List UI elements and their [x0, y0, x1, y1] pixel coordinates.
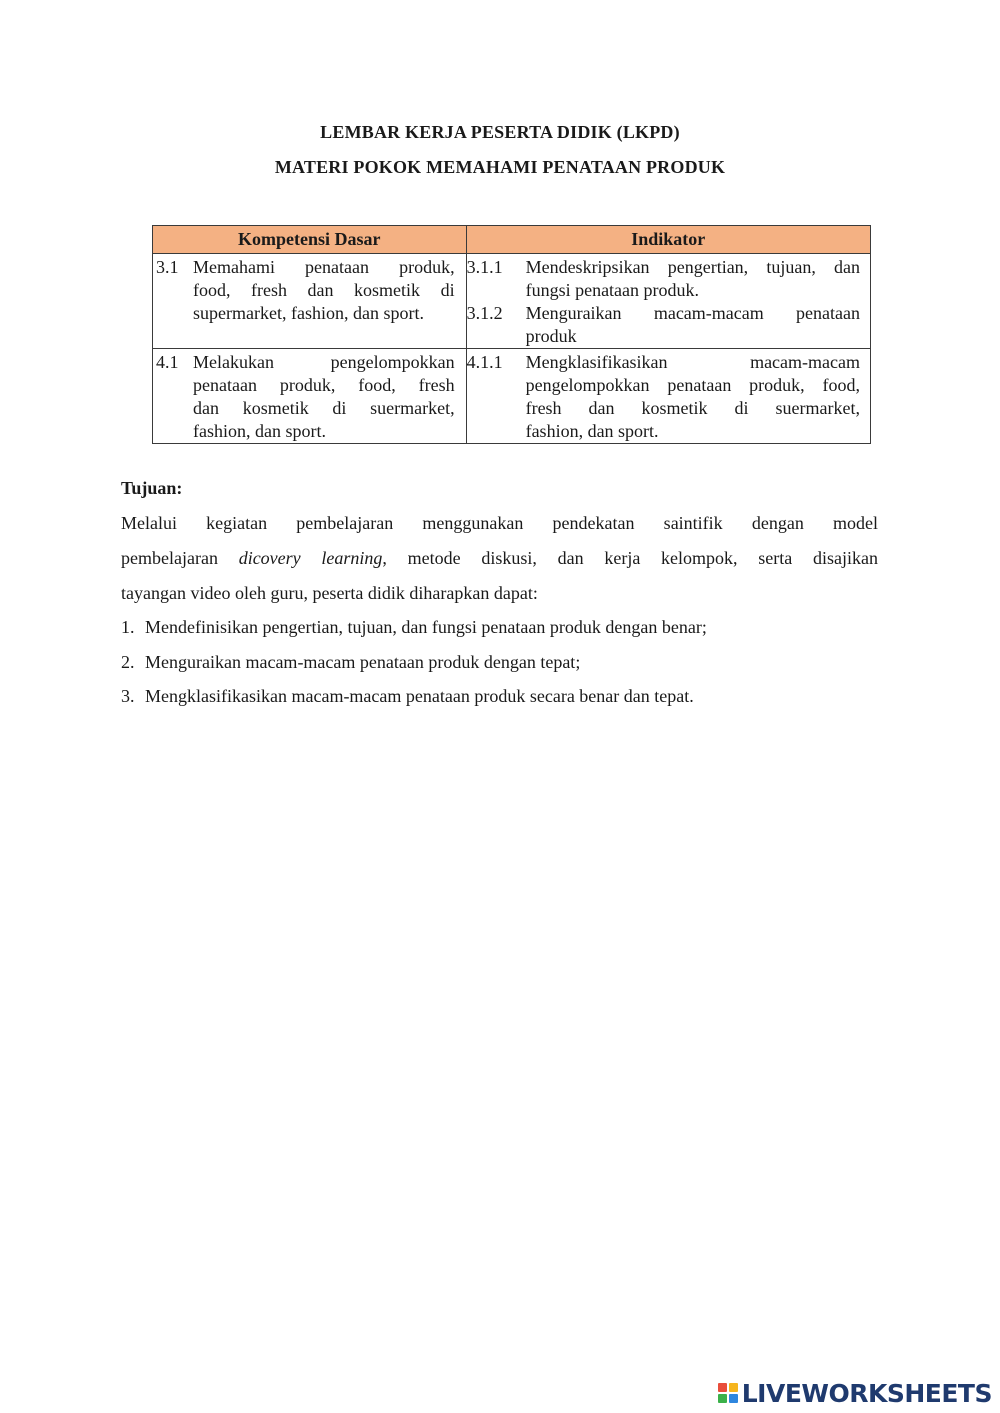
logo-square-icon — [718, 1383, 727, 1392]
list-item-number: 2. — [121, 651, 135, 672]
indicator-cell — [466, 349, 870, 444]
competency-table — [152, 225, 871, 444]
column-header-kompetensi-dasar: Kompetensi Dasar — [153, 226, 467, 254]
kd-description — [193, 351, 455, 443]
indicator-line: fresh dan kosmetik di suermarket, — [525, 398, 860, 418]
indicator-number: 3.1.1 — [466, 257, 503, 277]
logo-square-icon — [729, 1394, 738, 1403]
indicator-line: fungsi penataan produk. — [525, 280, 700, 300]
paragraph-text: pembelajaran — [121, 548, 239, 568]
indicator-item — [467, 351, 870, 443]
indicator-item — [467, 256, 870, 302]
tujuan-heading: Tujuan: — [121, 478, 183, 498]
kd-line: supermarket, fashion, dan sport. — [193, 303, 424, 323]
kd-cell — [153, 349, 467, 444]
logo-mark-icon — [718, 1383, 738, 1403]
kd-line: penataan produk, food, fresh — [193, 375, 455, 395]
indicator-cell — [466, 254, 870, 349]
kd-cell — [153, 254, 467, 349]
indicator-line: fashion, dan sport. — [525, 421, 659, 441]
indicator-item — [467, 302, 870, 348]
indicator-line: produk — [525, 326, 577, 346]
paragraph-line: Melalui kegiatan pembelajaran menggunakan pendekatan saintifik dengan model — [121, 513, 878, 533]
paragraph-line: tayangan video oleh guru, peserta didik diharapkan dapat: — [121, 583, 538, 603]
list-item-text: Mengklasifikasikan macam-macam penataan produk secara benar dan tepat. — [145, 686, 694, 706]
logo-text: LIVEWORKSHEETS — [741, 1378, 992, 1408]
kd-line: fashion, dan sport. — [193, 421, 326, 441]
indicator-description — [526, 256, 860, 302]
list-item — [121, 685, 707, 720]
indicator-description — [526, 302, 860, 348]
kd-line: Melakukan pengelompokkan — [193, 352, 455, 372]
table-row — [153, 254, 871, 349]
column-header-indikator: Indikator — [466, 226, 870, 254]
indicator-line: Mendeskripsikan pengertian, tujuan, dan — [525, 257, 860, 277]
list-item — [121, 616, 707, 651]
table-header-row — [153, 226, 871, 254]
logo-square-icon — [718, 1394, 727, 1403]
liveworksheets-logo[interactable] — [718, 1378, 992, 1408]
indicator-number: 4.1.1 — [466, 352, 503, 372]
tujuan-paragraph — [121, 512, 878, 617]
kd-line: food, fresh dan kosmetik di — [193, 280, 455, 300]
kd-line: dan kosmetik di suermarket, — [193, 398, 455, 418]
indicator-description — [526, 351, 860, 443]
paragraph-italic-term: dicovery learning — [238, 548, 383, 568]
document-title: LEMBAR KERJA PESERTA DIDIK (LKPD) — [320, 122, 680, 142]
kd-number: 4.1 — [156, 352, 179, 372]
kd-line: Memahami penataan produk, — [193, 257, 455, 277]
list-item — [121, 651, 707, 686]
table-row — [153, 349, 871, 444]
list-item-number: 1. — [121, 617, 135, 637]
indicator-line: pengelompokkan penataan produk, food, — [525, 375, 860, 395]
logo-square-icon — [729, 1383, 738, 1392]
list-item-number: 3. — [121, 686, 135, 706]
objectives-list — [121, 616, 707, 720]
document-subtitle: MATERI POKOK MEMAHAMI PENATAAN PRODUK — [274, 157, 726, 177]
list-item-text: Menguraikan macam-macam penataan produk dengan tepat; — [145, 651, 581, 672]
paragraph-line — [121, 547, 878, 582]
paragraph-text: , metode diskusi, dan kerja kelompok, serta disajikan — [382, 548, 878, 568]
kd-number: 3.1 — [156, 257, 179, 277]
indicator-line: Menguraikan macam-macam penataan — [525, 303, 860, 323]
indicator-line: Mengklasifikasikan macam-macam — [525, 352, 860, 372]
indicator-number: 3.1.2 — [466, 303, 503, 323]
kd-description — [193, 256, 455, 325]
list-item-text: Mendefinisikan pengertian, tujuan, dan fungsi penataan produk dengan benar; — [145, 617, 707, 637]
